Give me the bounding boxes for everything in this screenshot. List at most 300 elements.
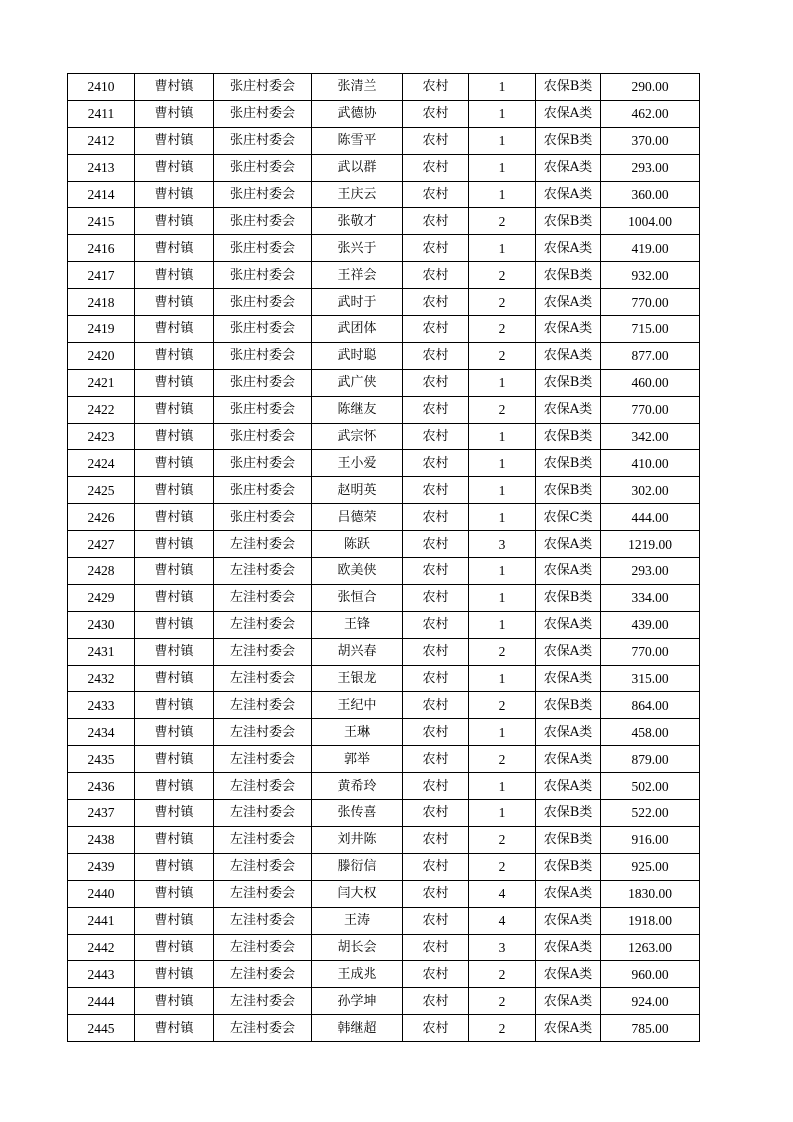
amount-cell: 293.00 [601,558,700,585]
town-cell: 曹村镇 [135,907,214,934]
amount-cell: 770.00 [601,638,700,665]
area-type-cell: 农村 [403,127,469,154]
amount-cell: 770.00 [601,396,700,423]
area-type-cell: 农村 [403,611,469,638]
person-name-cell: 欧美侠 [312,558,403,585]
person-name-cell: 张兴于 [312,235,403,262]
insurance-category-cell: 农保A类 [536,638,601,665]
person-name-cell: 武以群 [312,154,403,181]
person-name-cell: 吕德荣 [312,504,403,531]
area-type-cell: 农村 [403,262,469,289]
amount-cell: 444.00 [601,504,700,531]
village-committee-cell: 左洼村委会 [214,558,312,585]
household-count-cell: 1 [469,100,536,127]
amount-cell: 290.00 [601,74,700,101]
village-committee-cell: 张庄村委会 [214,74,312,101]
person-name-cell: 武时于 [312,289,403,316]
person-name-cell: 王锋 [312,611,403,638]
amount-cell: 785.00 [601,1015,700,1042]
table-row [68,369,700,396]
area-type-cell: 农村 [403,423,469,450]
town-cell: 曹村镇 [135,1015,214,1042]
person-name-cell: 武德协 [312,100,403,127]
area-type-cell: 农村 [403,638,469,665]
insurance-category-cell: 农保C类 [536,504,601,531]
town-cell: 曹村镇 [135,853,214,880]
household-count-cell: 2 [469,316,536,343]
insurance-category-cell: 农保B类 [536,74,601,101]
village-committee-cell: 左洼村委会 [214,611,312,638]
table-row [68,181,700,208]
insurance-category-cell: 农保B类 [536,853,601,880]
amount-cell: 877.00 [601,342,700,369]
amount-cell: 342.00 [601,423,700,450]
area-type-cell: 农村 [403,208,469,235]
table-row [68,961,700,988]
town-cell: 曹村镇 [135,396,214,423]
household-count-cell: 1 [469,773,536,800]
household-count-cell: 3 [469,531,536,558]
amount-cell: 439.00 [601,611,700,638]
row-number-cell: 2417 [68,262,135,289]
town-cell: 曹村镇 [135,692,214,719]
table-row [68,692,700,719]
insurance-category-cell: 农保A类 [536,988,601,1015]
data-table [67,73,700,1042]
person-name-cell: 闫大权 [312,880,403,907]
town-cell: 曹村镇 [135,531,214,558]
table-row [68,504,700,531]
table-row [68,477,700,504]
area-type-cell: 农村 [403,853,469,880]
town-cell: 曹村镇 [135,584,214,611]
area-type-cell: 农村 [403,907,469,934]
area-type-cell: 农村 [403,692,469,719]
town-cell: 曹村镇 [135,504,214,531]
village-committee-cell: 左洼村委会 [214,665,312,692]
amount-cell: 715.00 [601,316,700,343]
village-committee-cell: 左洼村委会 [214,584,312,611]
row-number-cell: 2412 [68,127,135,154]
insurance-category-cell: 农保A类 [536,907,601,934]
household-count-cell: 1 [469,235,536,262]
household-count-cell: 1 [469,127,536,154]
insurance-category-cell: 农保B类 [536,423,601,450]
village-committee-cell: 左洼村委会 [214,773,312,800]
area-type-cell: 农村 [403,289,469,316]
table-row [68,611,700,638]
row-number-cell: 2415 [68,208,135,235]
town-cell: 曹村镇 [135,988,214,1015]
person-name-cell: 王祥会 [312,262,403,289]
table-row [68,558,700,585]
person-name-cell: 王纪中 [312,692,403,719]
amount-cell: 770.00 [601,289,700,316]
area-type-cell: 农村 [403,342,469,369]
area-type-cell: 农村 [403,746,469,773]
town-cell: 曹村镇 [135,934,214,961]
table-row [68,74,700,101]
row-number-cell: 2428 [68,558,135,585]
town-cell: 曹村镇 [135,208,214,235]
table-row [68,988,700,1015]
village-committee-cell: 左洼村委会 [214,880,312,907]
person-name-cell: 王涛 [312,907,403,934]
person-name-cell: 王庆云 [312,181,403,208]
insurance-category-cell: 农保B类 [536,692,601,719]
person-name-cell: 王琳 [312,719,403,746]
town-cell: 曹村镇 [135,558,214,585]
village-committee-cell: 左洼村委会 [214,961,312,988]
household-count-cell: 1 [469,154,536,181]
village-committee-cell: 左洼村委会 [214,531,312,558]
person-name-cell: 武宗怀 [312,423,403,450]
row-number-cell: 2419 [68,316,135,343]
town-cell: 曹村镇 [135,262,214,289]
amount-cell: 1918.00 [601,907,700,934]
amount-cell: 932.00 [601,262,700,289]
row-number-cell: 2435 [68,746,135,773]
insurance-category-cell: 农保A类 [536,1015,601,1042]
insurance-category-cell: 农保A类 [536,934,601,961]
insurance-category-cell: 农保A类 [536,773,601,800]
person-name-cell: 张传喜 [312,800,403,827]
area-type-cell: 农村 [403,584,469,611]
area-type-cell: 农村 [403,181,469,208]
row-number-cell: 2441 [68,907,135,934]
person-name-cell: 滕衍信 [312,853,403,880]
village-committee-cell: 张庄村委会 [214,477,312,504]
amount-cell: 1830.00 [601,880,700,907]
area-type-cell: 农村 [403,477,469,504]
person-name-cell: 王成兆 [312,961,403,988]
insurance-category-cell: 农保A类 [536,665,601,692]
household-count-cell: 2 [469,746,536,773]
table-row [68,800,700,827]
village-committee-cell: 张庄村委会 [214,423,312,450]
row-number-cell: 2420 [68,342,135,369]
person-name-cell: 韩继超 [312,1015,403,1042]
town-cell: 曹村镇 [135,665,214,692]
village-committee-cell: 张庄村委会 [214,369,312,396]
insurance-category-cell: 农保A类 [536,181,601,208]
household-count-cell: 3 [469,934,536,961]
row-number-cell: 2432 [68,665,135,692]
person-name-cell: 郭举 [312,746,403,773]
table-row [68,450,700,477]
area-type-cell: 农村 [403,773,469,800]
row-number-cell: 2436 [68,773,135,800]
household-count-cell: 1 [469,477,536,504]
row-number-cell: 2427 [68,531,135,558]
person-name-cell: 赵明英 [312,477,403,504]
household-count-cell: 1 [469,74,536,101]
household-count-cell: 1 [469,584,536,611]
table-row [68,342,700,369]
area-type-cell: 农村 [403,988,469,1015]
insurance-category-cell: 农保B类 [536,208,601,235]
insurance-category-cell: 农保A类 [536,342,601,369]
town-cell: 曹村镇 [135,450,214,477]
table-row [68,719,700,746]
table-row [68,154,700,181]
table-row [68,934,700,961]
household-count-cell: 1 [469,423,536,450]
town-cell: 曹村镇 [135,127,214,154]
village-committee-cell: 左洼村委会 [214,719,312,746]
amount-cell: 1004.00 [601,208,700,235]
village-committee-cell: 张庄村委会 [214,154,312,181]
area-type-cell: 农村 [403,719,469,746]
town-cell: 曹村镇 [135,880,214,907]
amount-cell: 960.00 [601,961,700,988]
table-row [68,423,700,450]
person-name-cell: 武广侠 [312,369,403,396]
row-number-cell: 2431 [68,638,135,665]
row-number-cell: 2423 [68,423,135,450]
village-committee-cell: 左洼村委会 [214,934,312,961]
table-row [68,853,700,880]
village-committee-cell: 张庄村委会 [214,450,312,477]
town-cell: 曹村镇 [135,289,214,316]
amount-cell: 458.00 [601,719,700,746]
insurance-category-cell: 农保B类 [536,262,601,289]
amount-cell: 419.00 [601,235,700,262]
row-number-cell: 2444 [68,988,135,1015]
area-type-cell: 农村 [403,450,469,477]
area-type-cell: 农村 [403,558,469,585]
village-committee-cell: 左洼村委会 [214,1015,312,1042]
person-name-cell: 张恒合 [312,584,403,611]
amount-cell: 334.00 [601,584,700,611]
row-number-cell: 2421 [68,369,135,396]
table-row [68,773,700,800]
village-committee-cell: 张庄村委会 [214,181,312,208]
area-type-cell: 农村 [403,74,469,101]
insurance-category-cell: 农保A类 [536,961,601,988]
town-cell: 曹村镇 [135,746,214,773]
insurance-category-cell: 农保B类 [536,369,601,396]
insurance-category-cell: 农保A类 [536,154,601,181]
insurance-category-cell: 农保A类 [536,746,601,773]
area-type-cell: 农村 [403,934,469,961]
household-count-cell: 2 [469,692,536,719]
household-count-cell: 1 [469,504,536,531]
village-committee-cell: 左洼村委会 [214,907,312,934]
insurance-category-cell: 农保B类 [536,584,601,611]
village-committee-cell: 张庄村委会 [214,235,312,262]
town-cell: 曹村镇 [135,826,214,853]
village-committee-cell: 张庄村委会 [214,127,312,154]
person-name-cell: 陈雪平 [312,127,403,154]
area-type-cell: 农村 [403,396,469,423]
person-name-cell: 胡兴春 [312,638,403,665]
row-number-cell: 2429 [68,584,135,611]
insurance-category-cell: 农保A类 [536,100,601,127]
row-number-cell: 2424 [68,450,135,477]
village-committee-cell: 左洼村委会 [214,853,312,880]
town-cell: 曹村镇 [135,369,214,396]
town-cell: 曹村镇 [135,235,214,262]
household-count-cell: 2 [469,289,536,316]
area-type-cell: 农村 [403,531,469,558]
person-name-cell: 陈跃 [312,531,403,558]
row-number-cell: 2422 [68,396,135,423]
person-name-cell: 张清兰 [312,74,403,101]
row-number-cell: 2413 [68,154,135,181]
village-committee-cell: 张庄村委会 [214,289,312,316]
person-name-cell: 武团体 [312,316,403,343]
row-number-cell: 2437 [68,800,135,827]
row-number-cell: 2418 [68,289,135,316]
table-row [68,746,700,773]
person-name-cell: 胡长会 [312,934,403,961]
table-row [68,396,700,423]
town-cell: 曹村镇 [135,611,214,638]
household-count-cell: 2 [469,1015,536,1042]
insurance-category-cell: 农保A类 [536,719,601,746]
household-count-cell: 4 [469,880,536,907]
household-count-cell: 2 [469,961,536,988]
row-number-cell: 2434 [68,719,135,746]
row-number-cell: 2443 [68,961,135,988]
area-type-cell: 农村 [403,665,469,692]
person-name-cell: 陈继友 [312,396,403,423]
area-type-cell: 农村 [403,961,469,988]
row-number-cell: 2442 [68,934,135,961]
village-committee-cell: 张庄村委会 [214,316,312,343]
town-cell: 曹村镇 [135,800,214,827]
table-row [68,127,700,154]
village-committee-cell: 张庄村委会 [214,396,312,423]
insurance-category-cell: 农保A类 [536,611,601,638]
insurance-category-cell: 农保A类 [536,558,601,585]
row-number-cell: 2410 [68,74,135,101]
amount-cell: 360.00 [601,181,700,208]
household-count-cell: 1 [469,611,536,638]
town-cell: 曹村镇 [135,154,214,181]
household-count-cell: 2 [469,988,536,1015]
amount-cell: 315.00 [601,665,700,692]
area-type-cell: 农村 [403,826,469,853]
table-row [68,100,700,127]
household-count-cell: 1 [469,719,536,746]
insurance-category-cell: 农保B类 [536,800,601,827]
table-row [68,531,700,558]
row-number-cell: 2411 [68,100,135,127]
amount-cell: 502.00 [601,773,700,800]
area-type-cell: 农村 [403,800,469,827]
table-row [68,638,700,665]
insurance-category-cell: 农保A类 [536,316,601,343]
household-count-cell: 1 [469,369,536,396]
person-name-cell: 张敬才 [312,208,403,235]
insurance-category-cell: 农保A类 [536,880,601,907]
table-row [68,262,700,289]
person-name-cell: 武时聪 [312,342,403,369]
household-count-cell: 1 [469,181,536,208]
area-type-cell: 农村 [403,369,469,396]
insurance-category-cell: 农保A类 [536,289,601,316]
town-cell: 曹村镇 [135,477,214,504]
row-number-cell: 2440 [68,880,135,907]
amount-cell: 462.00 [601,100,700,127]
area-type-cell: 农村 [403,235,469,262]
village-committee-cell: 左洼村委会 [214,800,312,827]
village-committee-cell: 左洼村委会 [214,826,312,853]
household-count-cell: 2 [469,638,536,665]
insurance-category-cell: 农保B类 [536,826,601,853]
row-number-cell: 2414 [68,181,135,208]
amount-cell: 293.00 [601,154,700,181]
area-type-cell: 农村 [403,154,469,181]
village-committee-cell: 左洼村委会 [214,692,312,719]
insurance-category-cell: 农保B类 [536,127,601,154]
amount-cell: 879.00 [601,746,700,773]
town-cell: 曹村镇 [135,423,214,450]
row-number-cell: 2425 [68,477,135,504]
household-count-cell: 4 [469,907,536,934]
town-cell: 曹村镇 [135,961,214,988]
town-cell: 曹村镇 [135,719,214,746]
person-name-cell: 刘井陈 [312,826,403,853]
village-committee-cell: 张庄村委会 [214,208,312,235]
town-cell: 曹村镇 [135,181,214,208]
person-name-cell: 黄希玲 [312,773,403,800]
town-cell: 曹村镇 [135,74,214,101]
insurance-category-cell: 农保B类 [536,450,601,477]
village-committee-cell: 左洼村委会 [214,988,312,1015]
household-count-cell: 2 [469,853,536,880]
household-count-cell: 2 [469,208,536,235]
area-type-cell: 农村 [403,880,469,907]
table-row [68,289,700,316]
table-row [68,208,700,235]
household-count-cell: 1 [469,800,536,827]
village-committee-cell: 张庄村委会 [214,342,312,369]
person-name-cell: 王小爱 [312,450,403,477]
row-number-cell: 2439 [68,853,135,880]
village-committee-cell: 左洼村委会 [214,746,312,773]
village-committee-cell: 左洼村委会 [214,638,312,665]
village-committee-cell: 张庄村委会 [214,504,312,531]
insurance-category-cell: 农保A类 [536,531,601,558]
amount-cell: 925.00 [601,853,700,880]
town-cell: 曹村镇 [135,773,214,800]
household-count-cell: 2 [469,342,536,369]
amount-cell: 1219.00 [601,531,700,558]
amount-cell: 460.00 [601,369,700,396]
row-number-cell: 2438 [68,826,135,853]
insurance-category-cell: 农保A类 [536,235,601,262]
village-committee-cell: 张庄村委会 [214,262,312,289]
table-row [68,665,700,692]
household-count-cell: 2 [469,262,536,289]
table-row [68,584,700,611]
row-number-cell: 2426 [68,504,135,531]
household-count-cell: 1 [469,450,536,477]
area-type-cell: 农村 [403,504,469,531]
household-count-cell: 2 [469,396,536,423]
village-committee-cell: 张庄村委会 [214,100,312,127]
table-row [68,316,700,343]
household-count-cell: 1 [469,558,536,585]
row-number-cell: 2416 [68,235,135,262]
area-type-cell: 农村 [403,100,469,127]
household-count-cell: 2 [469,826,536,853]
table-row [68,880,700,907]
row-number-cell: 2445 [68,1015,135,1042]
